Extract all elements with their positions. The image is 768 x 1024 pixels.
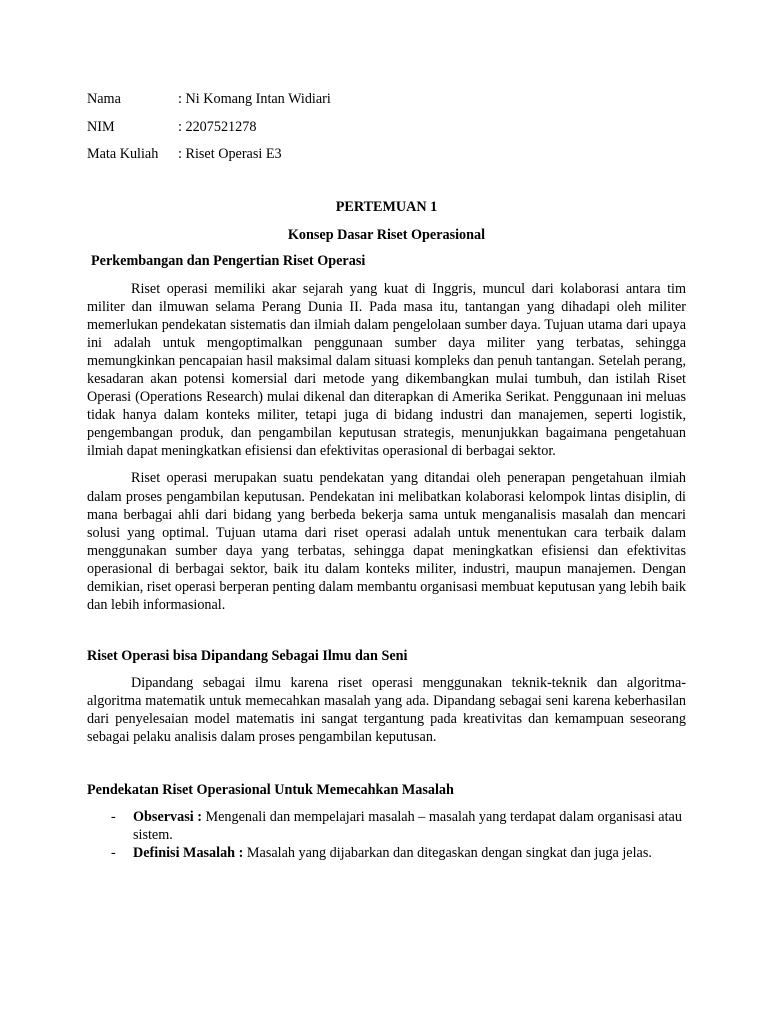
section-heading-history: Perkembangan dan Pengertian Riset Operasi [91,252,366,269]
list-bullet: - [111,844,116,861]
list-item [87,808,686,844]
document-subtitle: Konsep Dasar Riset Operasional [287,226,486,243]
paragraph-history: Riset operasi memiliki akar sejarah yang kuat di Inggris, muncul dari kolaborasi antara tim militer dan ilmuwan selama Perang Dunia II. Pada masa itu, tantangan yang dihadapi oleh militer memerlukan pendekatan sistematis dan ilmiah dalam pengelolaan sumber daya. Tujuan utama dari upaya ini adalah untuk mengoptimalkan penggunaan sumber daya militer yang terbatas, sehingga memungkinkan pencapaian hasil maksimal dalam situasi kompleks dan penuh tantangan. Setelah perang, kesadaran akan potensi komersial dari metode yang dikembangkan mulai tumbuh, dan istilah Riset Operasi (Operations Research) mulai dikenal dan diterapkan di Amerika Serikat. Penggunaan ini meluas tidak hanya dalam konteks militer, tetapi juga di bidang industri dan manajemen, seperti logistik, pengembangan produk, dan pengambilan keputusan strategis, menunjukkan bagaimana pengetahuan ilmiah dapat meningkatkan efisiensi dan efektivitas operasional di berbagai sektor. [87,280,686,460]
list-term: Observasi : [133,808,202,825]
section-heading-science-art: Riset Operasi bisa Dipandang Sebagai Ilmu dan Seni [87,648,408,665]
info-row-nim [87,116,686,144]
info-row-course [87,143,686,171]
paragraph-science-art: Dipandang sebagai ilmu karena riset operasi menggunakan teknik-teknik dan algoritma-algoritma matematik untuk memecahkan masalah yang ada. Dipandang sebagai seni karena keberhasilan dari penyelesaian model matematis ini sangat tergantung pada kreativitas dan kemampuan seseorang sebagai pelaku analisis dalam proses pengambilan keputusan. [87,675,686,746]
list-item [87,844,686,862]
list-text: Mengenali dan mempelajari masalah – masalah yang terdapat dalam organisasi atau sistem. [133,808,682,843]
document-page [87,88,686,862]
section-heading-approach: Pendekatan Riset Operasional Untuk Memecahkan Masalah [87,781,454,798]
list-term: Definisi Masalah : [133,844,244,861]
info-value: : Ni Komang Intan Widiari [178,91,331,107]
meeting-title: PERTEMUAN 1 [335,198,438,215]
info-label: NIM [87,118,115,135]
list-bullet: - [111,808,116,825]
info-row-name [87,88,686,116]
info-label: Mata Kuliah [87,146,159,162]
info-label: Nama [87,91,121,107]
info-value: : 2207521278 [178,118,257,135]
list-text: Masalah yang dijabarkan dan ditegaskan dengan singkat dan juga jelas. [243,844,652,861]
approach-list [87,808,686,862]
student-info [87,88,686,171]
info-value: : Riset Operasi E3 [178,146,282,162]
paragraph-definition: Riset operasi merupakan suatu pendekatan yang ditandai oleh penerapan pengetahuan ilmiah dalam proses pengambilan keputusan. Pendekatan ini melibatkan kolaborasi kelompok lintas disiplin, di mana berbagai ahli dari bidang yang berbeda bekerja sama untuk menganalisis masalah dan mencari solusi yang optimal. Tujuan utama dari riset operasi adalah untuk menentukan cara terbaik dalam menggunakan sumber daya yang terbatas, sehingga dapat meningkatkan efisiensi dan efektivitas operasional di berbagai sektor, baik itu dalam konteks militer, industri, maupun manajemen. Dengan demikian, riset operasi berperan penting dalam membantu organisasi membuat keputusan yang lebih baik dan lebih informasional. [87,470,686,614]
